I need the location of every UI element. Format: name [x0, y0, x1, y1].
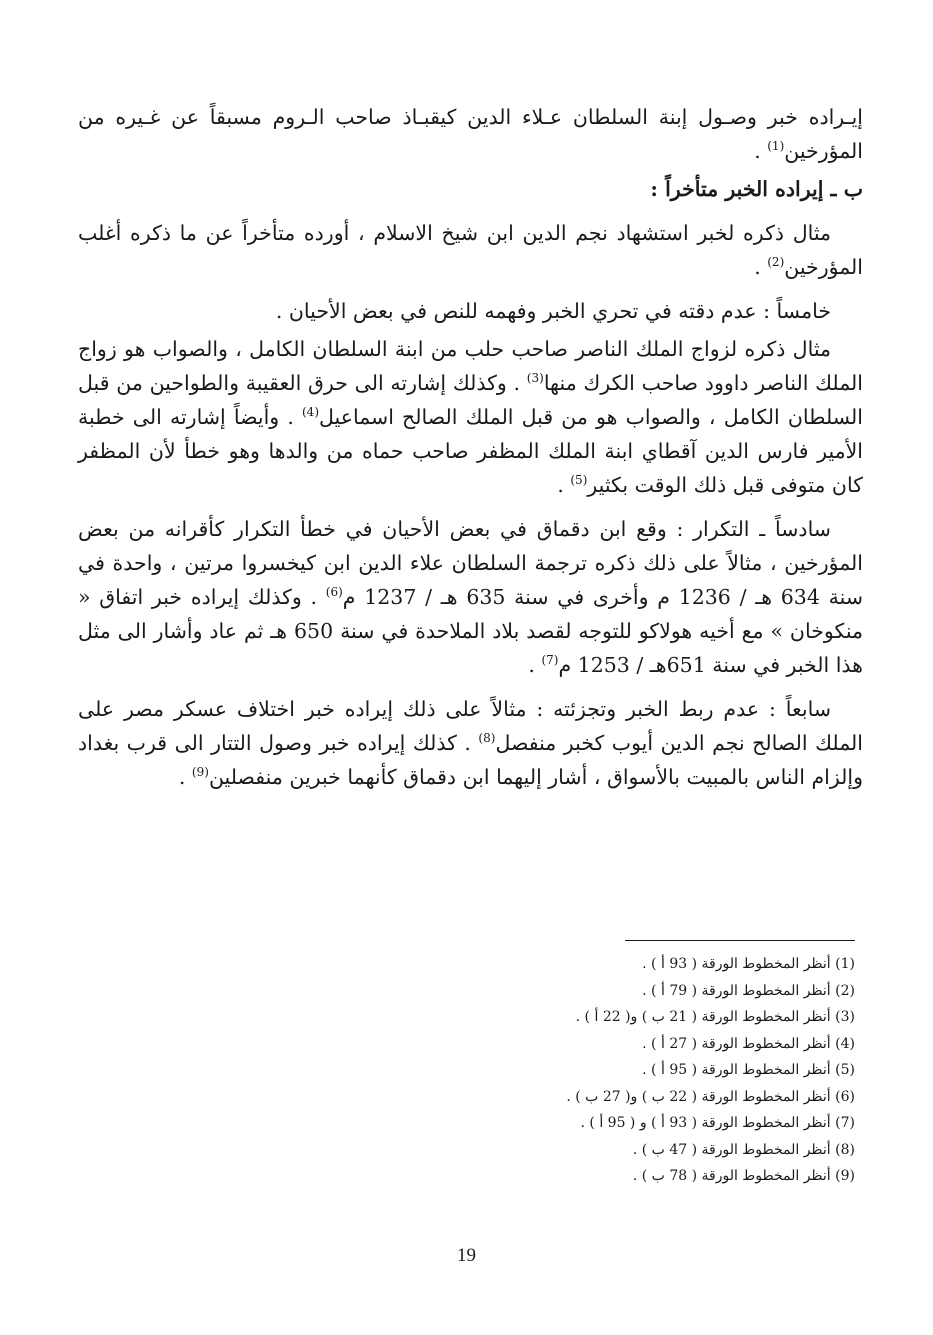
paragraph-4-text-a: مثال ذكره لزواج الملك الناصر صاحب حلب من ابنة السلطان الكامل ، والصواب هو زواج الملك الناصر داوود صاحب الكرك منها — [78, 337, 863, 395]
footnote-4: (4) أنظر المخطوط الورقة ( 27 أ ) . — [642, 1035, 855, 1052]
footnote-ref-1: (1) — [767, 139, 785, 154]
paragraph-2-end: . — [754, 255, 768, 279]
footnotes-section — [545, 940, 855, 1190]
paragraph-1-end: . — [754, 139, 768, 163]
paragraph-4-text-b: . وكذلك إشارته الى حرق العقيبة والطواحين من قبل السلطان الكامل ، والصواب هو من قبل الملك الصالح اسماعيل — [78, 371, 863, 429]
footnote-ref-6: (6) — [325, 585, 343, 600]
page-number: 19 — [457, 1245, 476, 1266]
footnote-divider — [625, 940, 855, 941]
footnote-ref-5: (5) — [570, 473, 588, 488]
paragraph-4-end: . — [557, 473, 571, 497]
paragraph-5-text-a: سادساً ـ التكرار : وقع ابن دقماق في بعض الأحيان في خطأ التكرار كأقرانه من بعض المؤرخين ، مثالاً على ذلك ذكره ترجمة السلطان علاء الدين ابن كيخسروا مرتين ، واحدة في سنة 634 هـ / 1236 م وأخرى في سنة 635 هـ / 1237 م — [78, 517, 863, 609]
paragraph-6-text-b: . كذلك إيراده خبر وصول التتار الى قرب بغداد وإلزام الناس بالمبيت بالأسواق ، أشار إليهما ابن دقماق كأنهما خبرين منفصلين — [78, 731, 863, 789]
footnote-ref-7: (7) — [541, 653, 559, 668]
paragraph-6-text-a: سابعاً : عدم ربط الخبر وتجزئته : مثالاً على ذلك إيراده خبر اختلاف عسكر مصر على الملك الصالح نجم الدين أيوب كخبر منفصل — [78, 697, 863, 755]
footnote-ref-2: (2) — [767, 255, 785, 270]
footnote-ref-3: (3) — [526, 371, 544, 386]
page-body — [78, 100, 863, 804]
footnote-6: (6) أنظر المخطوط الورقة ( 22 ب ) و( 27 ب ) . — [566, 1088, 855, 1105]
footnote-2: (2) أنظر المخطوط الورقة ( 79 أ ) . — [642, 982, 855, 999]
paragraph-2-text: مثال ذكره لخبر استشهاد نجم الدين ابن شيخ الاسلام ، أورده متأخراً عن ما ذكره أغلب المؤرخين — [78, 221, 863, 279]
footnote-7: (7) أنظر المخطوط الورقة ( 93 أ ) و ( 95 أ ) . — [580, 1115, 855, 1131]
paragraph-5 — [78, 512, 863, 682]
paragraph-1 — [78, 100, 863, 168]
footnote-1: (1) أنظر المخطوط الورقة ( 93 أ ) . — [642, 956, 855, 972]
paragraph-4-text-c: . وأيضاً إشارته الى خطبة الأمير فارس الدين آقطاي ابنة الملك المظفر صاحب حماه من والدها وهو خطأ لأن المظفر كان متوفى قبل ذلك الوقت بكثير — [78, 405, 863, 497]
section-heading-b: ب ـ إيراده الخبر متأخراً : — [650, 177, 863, 201]
paragraph-3: خامساً : عدم دقته في تحري الخبر وفهمه للنص في بعض الأحيان . — [275, 299, 831, 323]
footnote-ref-4: (4) — [301, 405, 319, 420]
paragraph-1-text: إيـراده خبر وصـول إبنة السلطان عـلاء الدين كيقبـاذ صاحب الـروم مسبقاً عن غـيره من المؤرخين — [78, 105, 863, 163]
footnote-8: (8) أنظر المخطوط الورقة ( 47 ب ) . — [632, 1141, 855, 1158]
footnote-9: (9) أنظر المخطوط الورقة ( 78 ب ) . — [632, 1168, 855, 1184]
paragraph-5-text-b: . وكذلك إيراده خبر اتفاق « منكوخان » مع أخيه هولاكو للتوجه لقصد بلاد الملاحدة في سنة 650 هـ ثم عاد وأشار الى مثل هذا الخبر في سنة 651هـ / 1253 م — [78, 585, 863, 677]
paragraph-4 — [78, 332, 863, 502]
footnote-ref-8: (8) — [478, 731, 496, 746]
paragraph-5-end: . — [528, 653, 542, 677]
paragraph-6 — [78, 692, 863, 794]
footnote-5: (5) أنظر المخطوط الورقة ( 95 أ ) . — [642, 1062, 855, 1078]
paragraph-2 — [78, 216, 863, 284]
footnote-3: (3) أنظر المخطوط الورقة ( 21 ب ) و( 22 أ ) . — [575, 1009, 855, 1025]
paragraph-6-end: . — [178, 765, 192, 789]
footnote-ref-9: (9) — [191, 765, 209, 780]
